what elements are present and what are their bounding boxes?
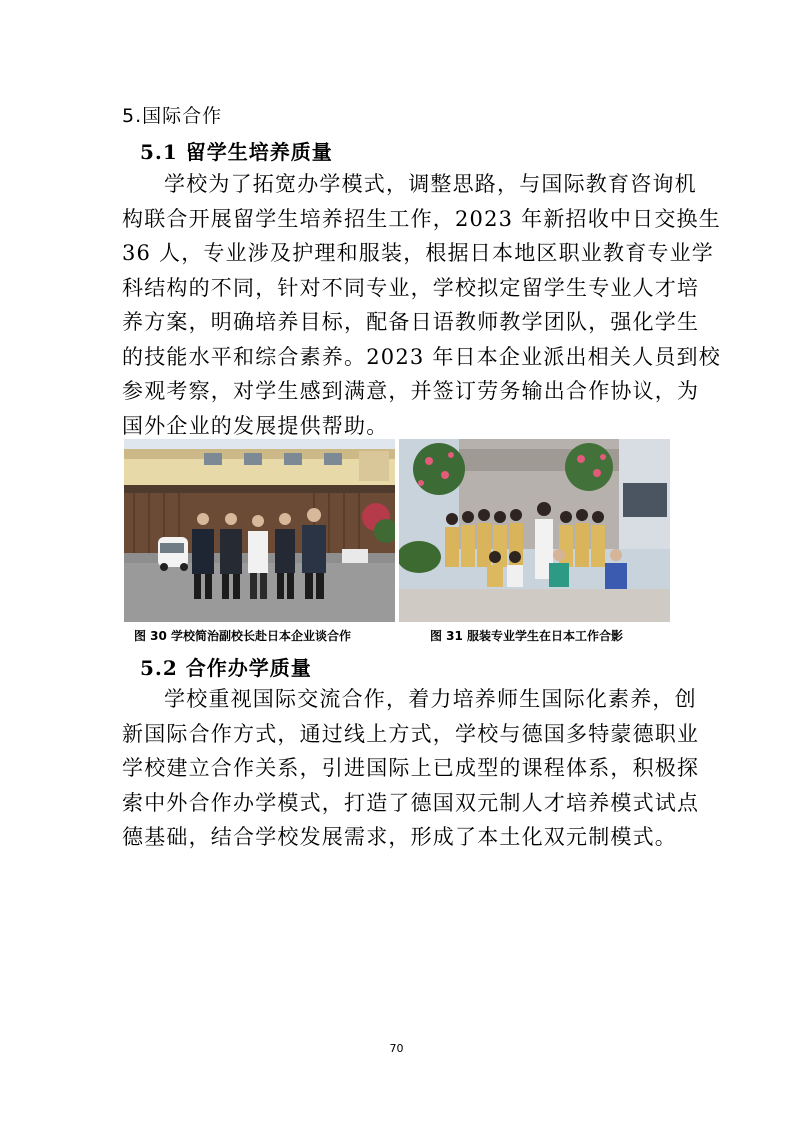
paragraph-line: 参观考察，对学生感到满意，并签订劳务输出合作协议，为 (122, 379, 700, 403)
paragraph-line: 构联合开展留学生培养招生工作，2023 年新招收中日交换生 (122, 206, 721, 231)
page-number: 70 (389, 1042, 404, 1055)
paragraph-line: 德基础，结合学校发展需求，形成了本土化双元制模式。 (122, 825, 677, 849)
paragraph-line: 国外企业的发展提供帮助。 (122, 413, 389, 438)
paragraph-line: 的技能水平和综合素养。2023 年日本企业派出相关人员到校 (122, 344, 721, 369)
figure-30-photo (124, 439, 395, 622)
paragraph-line: 科结构的不同，针对不同专业，学校拟定留学生专业人才培 (122, 275, 700, 300)
paragraph-line: 索中外合作办学模式，打造了德国双元制人才培养模式试点 (122, 790, 700, 815)
paragraph-line: 学校重视国际交流合作，着力培养师生国际化素养，创 (164, 687, 697, 711)
paragraph-5-1 (122, 167, 721, 443)
section-title: 5.国际合作 (122, 105, 223, 127)
paragraph-line: 36 人，专业涉及护理和服装，根据日本地区职业教育专业学 (122, 241, 714, 265)
paragraph-5-2 (122, 682, 700, 855)
figure-30-caption: 图 30 学校简治副校长赴日本企业谈合作 (134, 629, 352, 643)
figure-31-caption: 图 31 服装专业学生在日本工作合影 (430, 629, 624, 643)
paragraph-line: 新国际合作方式，通过线上方式，学校与德国多特蒙德职业 (122, 721, 700, 746)
paragraph-line: 养方案，明确培养目标，配备日语教师教学团队，强化学生 (122, 310, 700, 334)
figure-31-photo (399, 439, 670, 622)
paragraph-line: 学校建立合作关系，引进国际上已成型的课程体系，积极探 (122, 756, 700, 780)
subsection-title-5-2: 5.2 合作办学质量 (140, 656, 312, 680)
subsection-title-5-1: 5.1 留学生培养质量 (140, 140, 333, 164)
paragraph-line: 学校为了拓宽办学模式，调整思路，与国际教育咨询机 (164, 172, 697, 196)
